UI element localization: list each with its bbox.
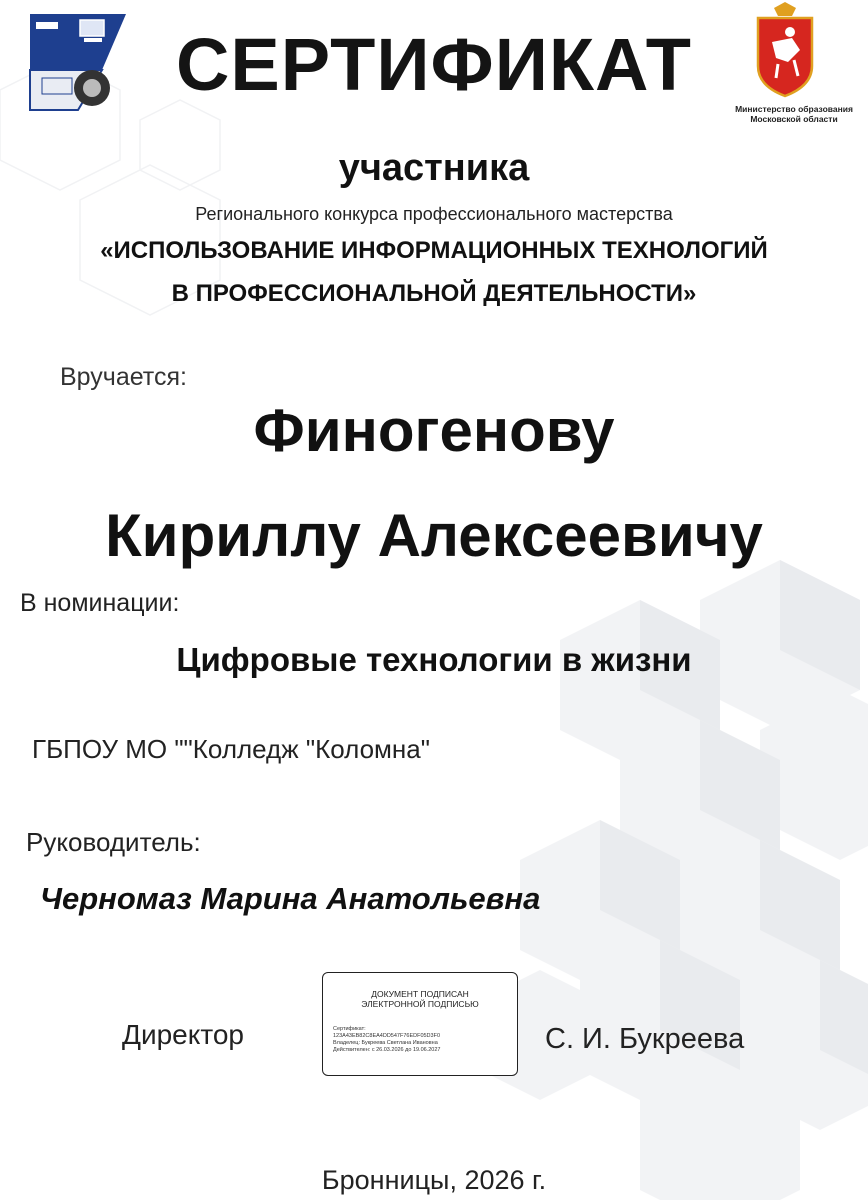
contest-name-line2: В ПРОФЕССИОНАЛЬНОЙ ДЕЯТЕЛЬНОСТИ» <box>171 280 697 307</box>
stamp-owner: Владелец: Букреева Светлана Ивановна <box>333 1040 438 1046</box>
stamp-title <box>323 989 517 1009</box>
certificate-title: СЕРТИФИКАТ <box>175 23 693 106</box>
recipient-name: Кириллу Алексеевичу <box>105 502 763 569</box>
contest-name-line1: «ИСПОЛЬЗОВАНИЕ ИНФОРМАЦИОННЫХ ТЕХНОЛОГИЙ <box>100 237 768 264</box>
recipient-surname: Финогенову <box>253 397 615 464</box>
director-name: С. И. Букреева <box>545 1023 745 1055</box>
ministry-caption-line2: Московской области <box>750 114 838 124</box>
supervisor-label: Руководитель: <box>26 827 201 857</box>
director-label: Директор <box>122 1019 244 1050</box>
ministry-caption-line1: Министерство образования <box>735 104 853 114</box>
nomination-label: В номинации: <box>20 589 180 617</box>
organization-name: ГБПОУ МО ""Колледж "Коломна" <box>32 734 430 764</box>
place-and-year: Бронницы, 2026 г. <box>321 1165 547 1195</box>
nomination-value: Цифровые технологии в жизни <box>176 641 692 678</box>
stamp-certificate-label: Сертификат: <box>333 1026 366 1032</box>
stamp-title-line2: ЭЛЕКТРОННОЙ ПОДПИСЬЮ <box>361 999 479 1009</box>
contest-description: Регионального конкурса профессионального мастерства <box>195 204 673 224</box>
electronic-signature-stamp <box>322 972 518 1076</box>
stamp-valid: Действителен: с 26.03.2026 до 19.06.2027 <box>333 1047 441 1053</box>
certificate-subtitle: участника <box>338 147 530 189</box>
stamp-details <box>333 1026 513 1054</box>
awarded-label: Вручается: <box>60 363 187 391</box>
supervisor-name: Черномаз Марина Анатольевна <box>40 881 541 916</box>
stamp-certificate-number: 123A43EB82C8EA4DD547F76EDF05D3F0 <box>333 1033 441 1039</box>
stamp-title-line1: ДОКУМЕНТ ПОДПИСАН <box>371 989 469 999</box>
